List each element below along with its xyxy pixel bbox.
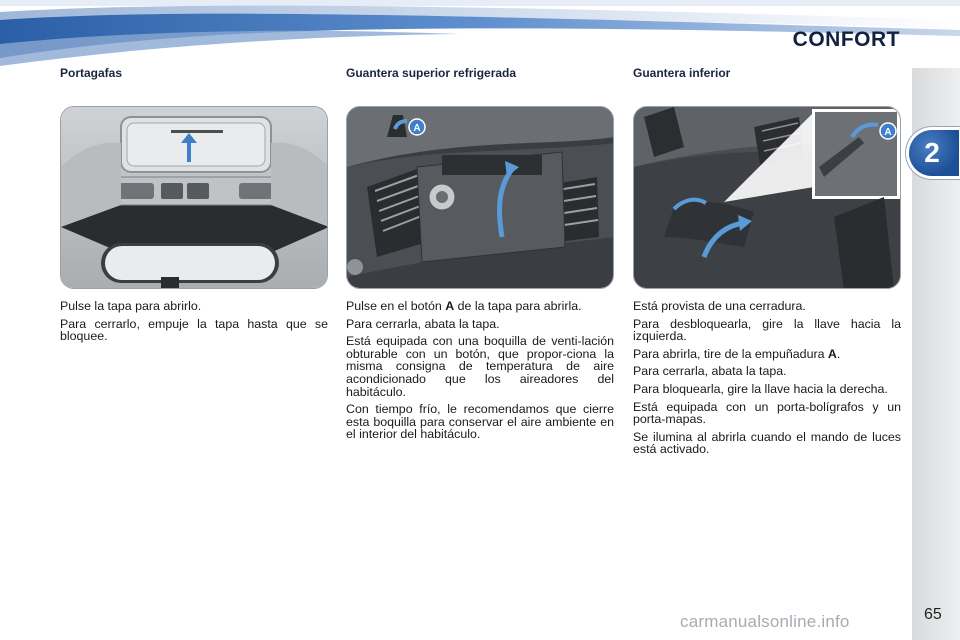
- text-guantera-superior: [346, 300, 614, 441]
- section-title: CONFORT: [792, 28, 900, 51]
- paragraph: Para cerrarla, abata la tapa.: [346, 316, 500, 331]
- text-portagafas: [60, 300, 328, 343]
- heading-portagafas: Portagafas: [60, 66, 123, 80]
- chapter-badge: [909, 130, 959, 176]
- text-run: de la tapa para abrirla.: [454, 299, 582, 313]
- handle-ref: A: [827, 346, 837, 361]
- text-run: .: [836, 346, 841, 361]
- text-run: Para abrirla, tire de la empuñadura: [633, 346, 828, 361]
- marker-a: A: [884, 127, 892, 138]
- column-guantera-superior: [346, 66, 614, 446]
- paragraph: Para desbloquearla, gire la llave hacia la izquierda.: [633, 316, 901, 344]
- paragraph: Con tiempo frío, le recomendamos que cierre esta boquilla para conservar el aire ambiente en el interior del habitáculo.: [346, 402, 614, 442]
- paragraph: Está provista de una cerradura.: [633, 299, 806, 313]
- figure-portagafas: [60, 106, 328, 289]
- paragraph: Para bloquearla, gire la llave hacia la derecha.: [633, 381, 888, 396]
- paragraph: Está equipada con un porta-bolígrafos y un porta-mapas.: [633, 399, 901, 427]
- button-ref: A: [445, 299, 455, 313]
- paragraph: Para cerrarlo, empuje la tapa hasta que se bloquee.: [60, 316, 328, 344]
- figure-guantera-inferior: [633, 106, 901, 289]
- heading-guantera-superior: Guantera superior refrigerada: [346, 66, 517, 80]
- paragraph: [633, 348, 901, 361]
- column-portagafas: [60, 66, 328, 348]
- paragraph: Para cerrarla, abata la tapa.: [633, 364, 787, 379]
- watermark[interactable]: carmanualsonline.info: [680, 612, 850, 631]
- column-guantera-inferior: [633, 66, 901, 461]
- chapter-number: 2: [924, 137, 940, 168]
- figure-guantera-superior: [346, 106, 614, 289]
- heading-guantera-inferior: Guantera inferior: [633, 66, 731, 80]
- text-run: Pulse en el botón: [346, 299, 446, 313]
- paragraph: Pulse la tapa para abrirlo.: [60, 299, 202, 313]
- marker-a: A: [413, 123, 421, 134]
- text-guantera-inferior: [633, 300, 901, 456]
- paragraph: Está equipada con una boquilla de venti-lación obturable con un botón, que propor-ciona la misma consigna de temperatura de aire acondicionado que los aireadores del habitáculo.: [346, 334, 614, 399]
- paragraph: Se ilumina al abrirla cuando el mando de luces está activado.: [633, 429, 901, 457]
- paragraph: [346, 300, 614, 313]
- page-number: 65: [924, 606, 942, 623]
